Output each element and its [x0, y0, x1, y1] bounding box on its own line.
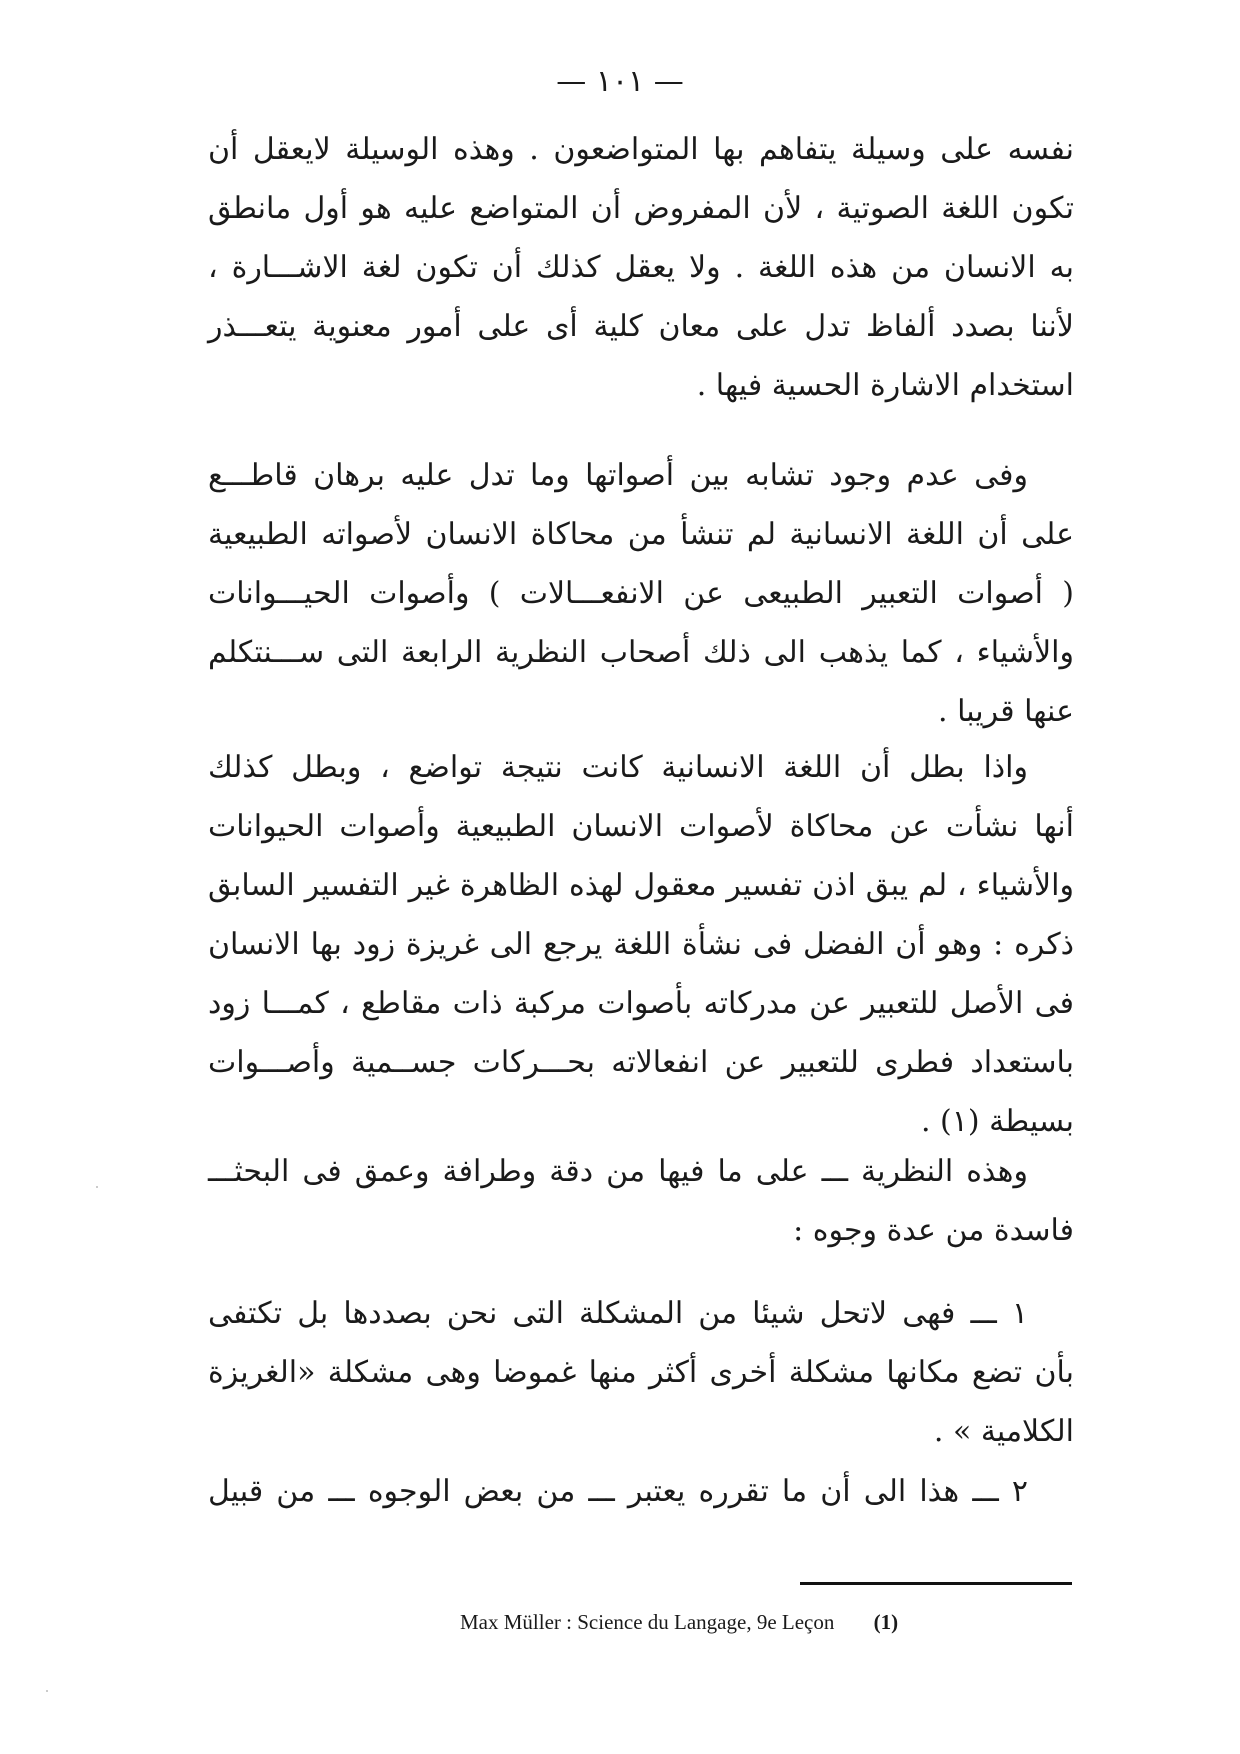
text-line: الكلامية » .: [933, 1414, 1074, 1449]
paragraph-3: [208, 738, 1074, 1151]
paragraph-1: [208, 120, 1074, 415]
text-line: ( أصوات التعبير الطبيعى عن الانفعـــالات ) وأصوات الحيـــوانات: [208, 576, 1074, 611]
footnote: [460, 1610, 1040, 1635]
paragraph-4: [208, 1142, 1074, 1260]
paragraph-6: [208, 1462, 1074, 1521]
text-line: أنها نشأت عن محاكاة لأصوات الانسان الطبيعية وأصوات الحيوانات: [208, 809, 1074, 844]
text-line: ذكره : وهو أن الفضل فى نشأة اللغة يرجع الى غريزة زود بها الانسان: [208, 927, 1074, 962]
text-line: واذا بطل أن اللغة الانسانية كانت نتيجة تواضع ، وبطل كذلك: [208, 750, 1028, 785]
text-line: باستعداد فطرى للتعبير عن انفعالاته بحـــركات جســمية وأصـــوات: [208, 1045, 1074, 1080]
text-line: بأن تضع مكانها مشكلة أخرى أكثر منها غموضا وهى مشكلة «الغريزة: [208, 1355, 1074, 1390]
footnote-separator: [800, 1582, 1072, 1585]
paragraph-2: [208, 446, 1074, 741]
scan-speck: [96, 1186, 98, 1188]
text-line: فاسدة من عدة وجوه :: [793, 1213, 1074, 1248]
text-line: وهذه النظرية ـــ على ما فيها من دقة وطرافة وعمق فى البحثـــ: [208, 1154, 1028, 1189]
text-line: والأشياء ، لم يبق اذن تفسير معقول لهذه الظاهرة غير التفسير السابق: [208, 868, 1074, 903]
text-line: استخدام الاشارة الحسية فيها .: [696, 368, 1074, 403]
text-line: بسيطة (١) .: [920, 1104, 1074, 1139]
text-line: على أن اللغة الانسانية لم تنشأ من محاكاة الانسان لأصواته الطبيعية: [208, 517, 1074, 552]
scan-speck: [46, 1690, 48, 1692]
text-line: تكون اللغة الصوتية ، لأن المفروض أن المتواضع عليه هو أول مانطق: [208, 191, 1074, 226]
text-line: والأشياء ، كما يذهب الى ذلك أصحاب النظرية الرابعة التى ســـنتكلم: [208, 635, 1074, 670]
text-line: ٢ ـــ هذا الى أن ما تقرره يعتبر ـــ من بعض الوجوه ـــ من قبيل: [208, 1474, 1028, 1509]
text-line: به الانسان من هذه اللغة . ولا يعقل كذلك أن تكون لغة الاشـــارة ،: [208, 250, 1074, 285]
text-line: عنها قريبا .: [938, 694, 1074, 729]
page-number: — ١٠١ —: [556, 64, 684, 99]
text-line: نفسه على وسيلة يتفاهم بها المتواضعون . وهذه الوسيلة لايعقل أن: [208, 132, 1074, 167]
text-line: لأننا بصدد ألفاظ تدل على معان كلية أى على أمور معنوية يتعـــذر: [208, 309, 1074, 344]
paragraph-5: [208, 1284, 1074, 1461]
footnote-marker: (1): [873, 1610, 899, 1634]
text-line: وفى عدم وجود تشابه بين أصواتها وما تدل عليه برهان قاطـــع: [208, 458, 1028, 493]
text-line: ١ ـــ فهى لاتحل شيئا من المشكلة التى نحن بصددها بل تكتفى: [208, 1296, 1028, 1331]
text-line: فى الأصل للتعبير عن مدركاته بأصوات مركبة ذات مقاطع ، كمـــا زود: [208, 986, 1074, 1021]
footnote-text: Max Müller : Science du Langage, 9e Leçon: [460, 1610, 835, 1634]
